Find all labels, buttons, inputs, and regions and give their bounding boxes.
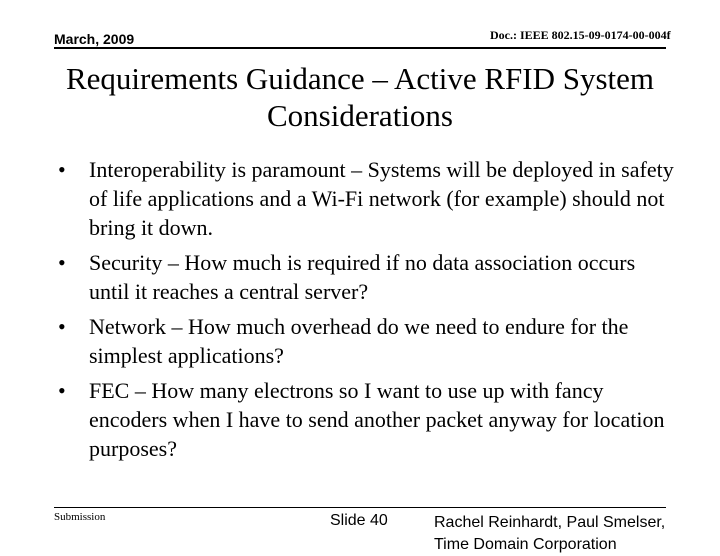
header-doc-id: Doc.: IEEE 802.15-09-0174-00-004f: [490, 28, 671, 42]
bullet-item: [54, 155, 674, 242]
bullet-text: Interoperability is paramount – Systems will be deployed in safety of life applications and a Wi-Fi network (for example) should not bring it down.: [89, 157, 674, 240]
bullet-text: Network – How much overhead do we need to endure for the simplest applications?: [89, 314, 629, 368]
bullet-text: Security – How much is required if no data association occurs until it reaches a central server?: [89, 250, 636, 304]
footer-authors-line-1: Rachel Reinhardt, Paul Smelser,: [434, 514, 666, 531]
bullet-dot: •: [58, 250, 66, 275]
bullet-list: [54, 155, 674, 469]
bullet-dot: •: [58, 157, 66, 182]
slide-title-line-2: Considerations: [267, 98, 453, 133]
slide-title: [40, 60, 680, 134]
footer-submission: Submission: [54, 511, 106, 523]
bullet-dot: •: [58, 314, 66, 339]
bullet-text: FEC – How many electrons so I want to use up with fancy encoders when I have to send another packet anyway for location purposes?: [89, 378, 665, 461]
header-date: March, 2009: [54, 31, 135, 47]
bullet-dot: •: [58, 378, 66, 403]
slide-title-line-1: Requirements Guidance – Active RFID System: [65, 61, 655, 96]
footer-divider: [54, 507, 666, 508]
footer-authors-line-2: Time Domain Corporation: [434, 536, 617, 553]
footer-authors: [434, 512, 665, 556]
bullet-item: [54, 248, 674, 306]
footer-slide-number: Slide 40: [330, 512, 388, 529]
bullet-item: [54, 312, 674, 370]
bullet-item: [54, 376, 674, 463]
header-divider: [54, 47, 666, 49]
